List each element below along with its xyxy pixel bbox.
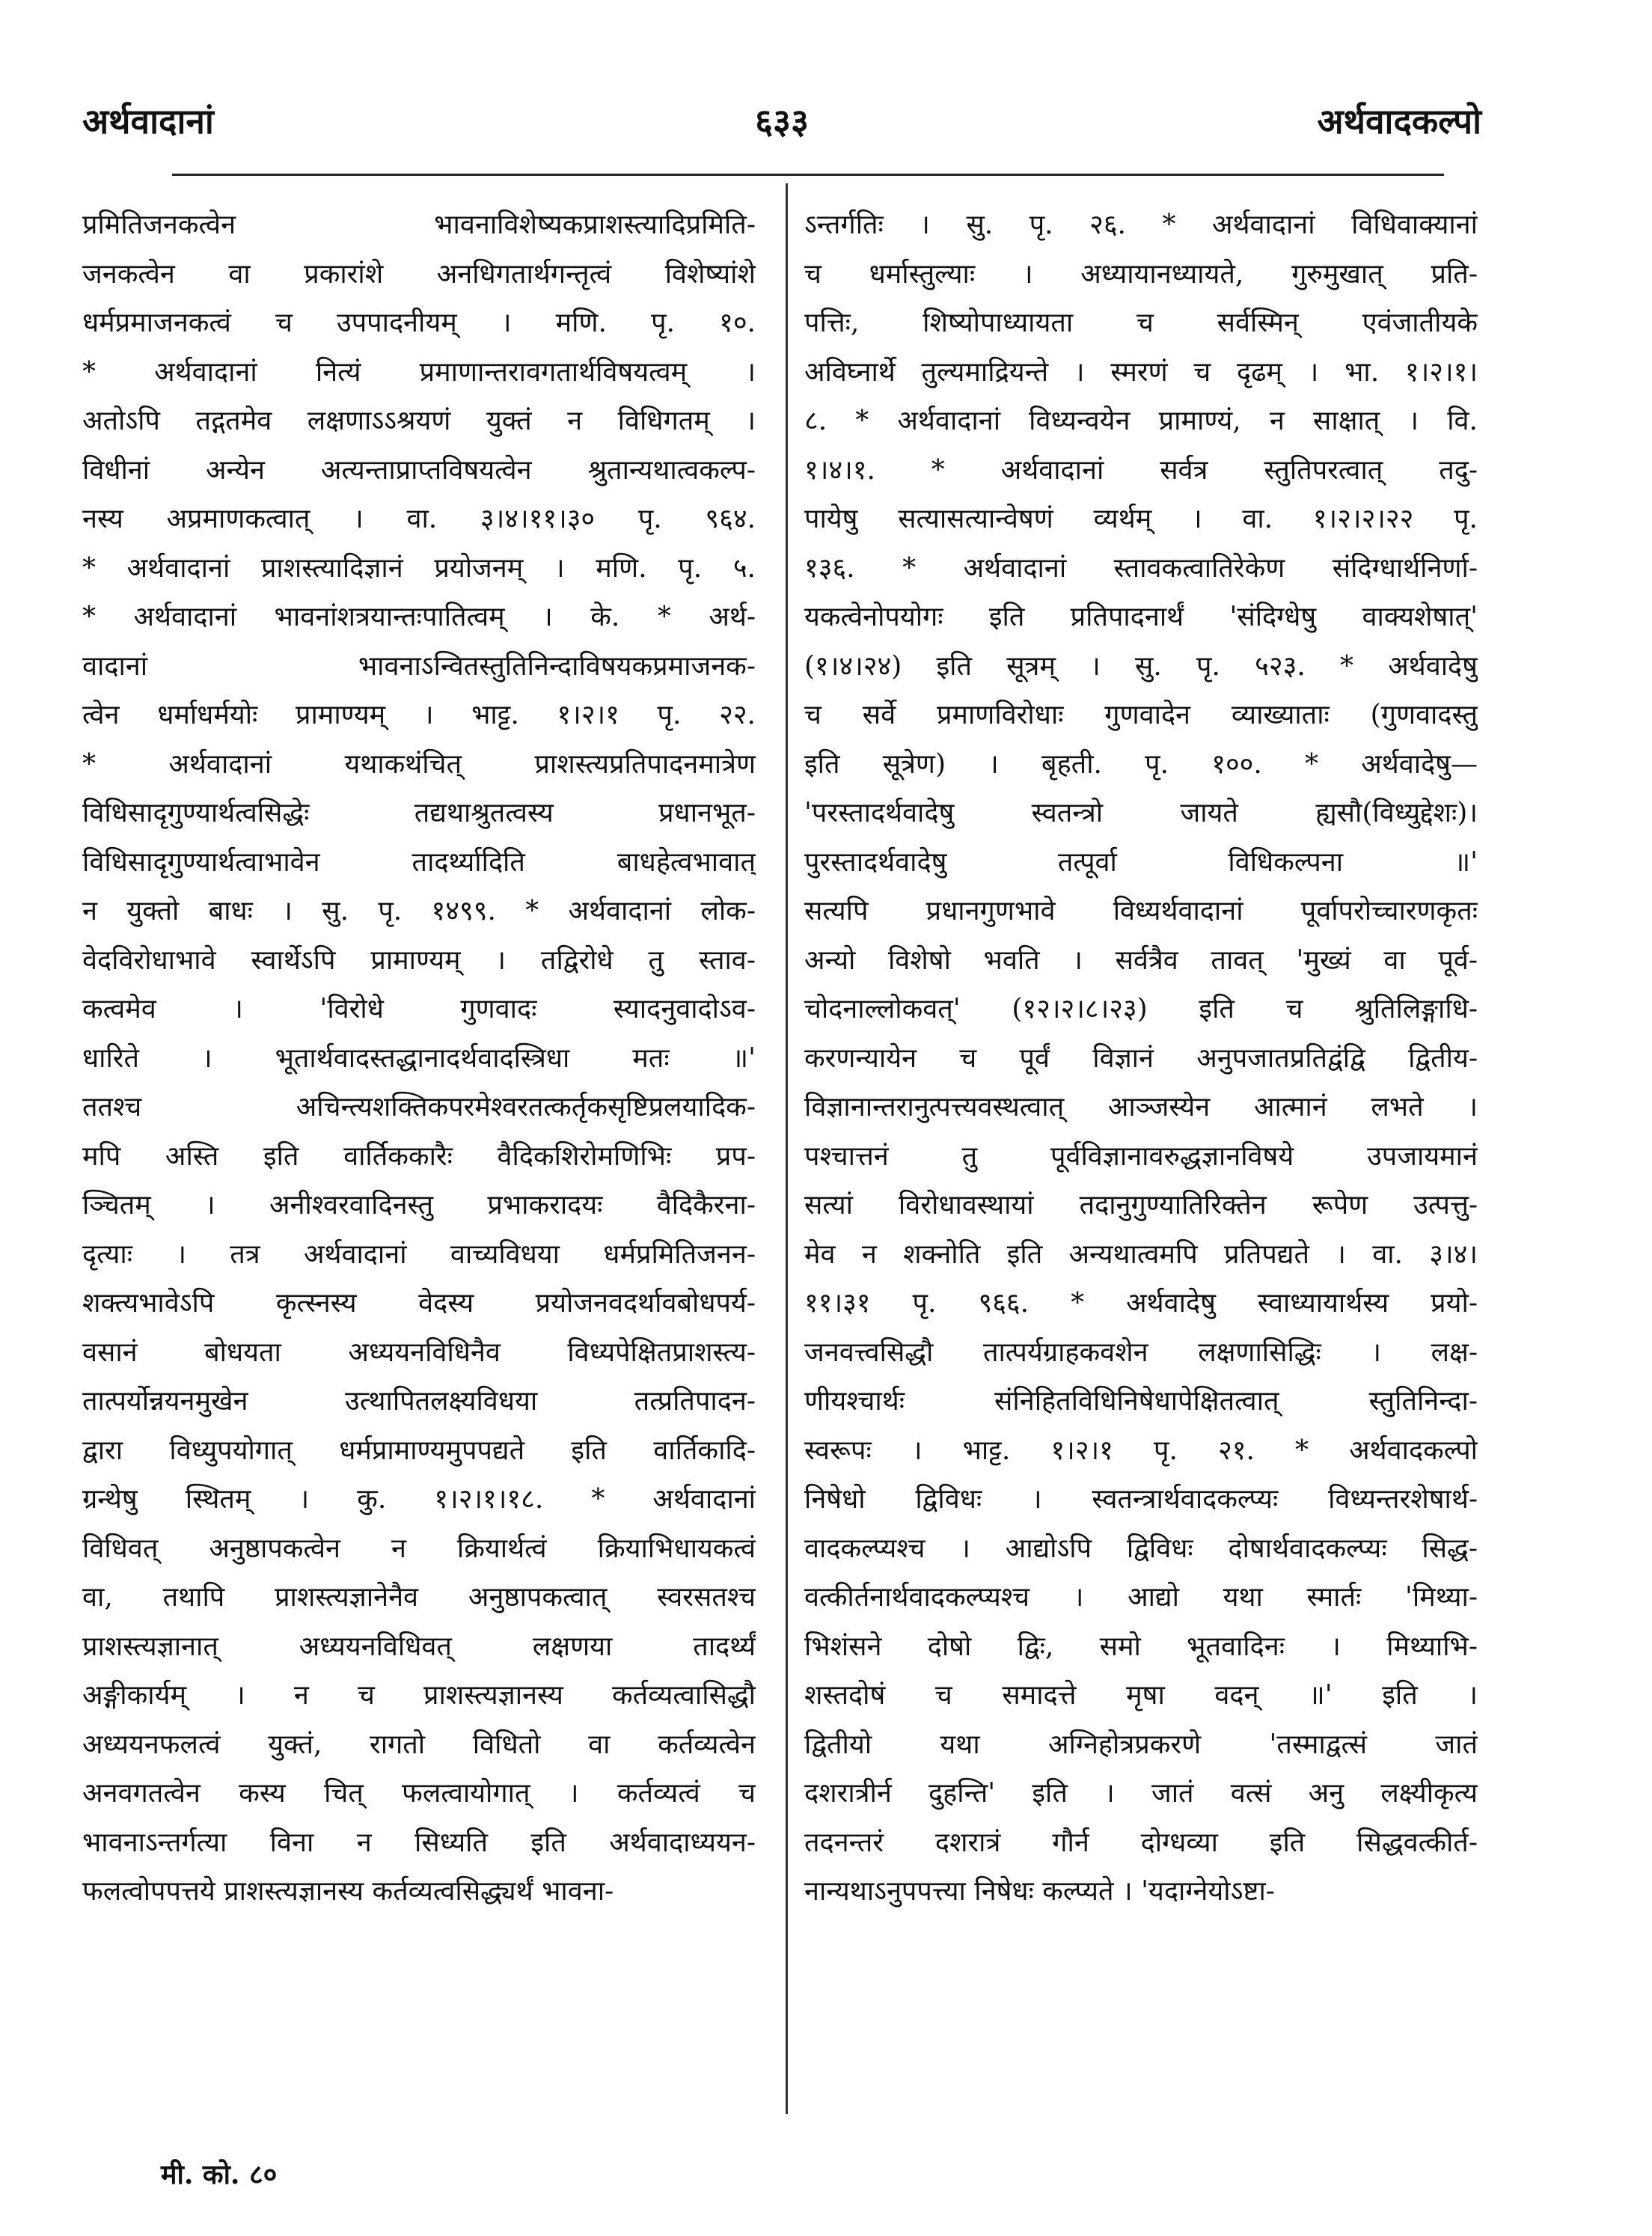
text-line: च धर्मास्तुल्याः । अध्यायानध्यायते, गुरुमुखात् प्रति- <box>804 258 1478 290</box>
text-line: धारिते । भूतार्थवादस्तद्धानादर्थवादस्त्रिधा मतः ॥' <box>82 1042 756 1074</box>
text-line: वादानां भावनाऽन्वितस्तुतिनिन्दाविषयकप्रमाजनक- <box>82 650 756 682</box>
text-line: १३६. * अर्थवादानां स्तावकत्वातिरेकेण संदिग्धार्थनिर्णा- <box>804 552 1478 584</box>
text-line: सत्यपि प्रधानगुणभावे विध्यर्थवादानां पूर्वापरोच्चारणकृतः <box>804 896 1478 926</box>
text-line: जनकत्वेन वा प्रकारांशे अनधिगतार्थगन्तृत्वं विशेष्यांशे <box>82 258 756 290</box>
page-header <box>82 97 1481 157</box>
text-line: स्वरूपः । भाट्ट. १।२।१ पृ. २१. * अर्थवादकल्पो <box>804 1435 1478 1466</box>
text-line: पायेषु सत्यासत्यान्वेषणं व्यर्थम् । वा. १।२।२।२२ पृ. <box>804 504 1478 534</box>
text-line: विधिसादृगुण्यार्थत्वसिद्धेः तद्यथाश्रुतत्वस्य प्रधानभूत- <box>82 798 756 828</box>
text-line: अतोऽपि तद्गतमेव लक्षणाऽऽश्रयणं युक्तं न विधिगतम् । <box>82 406 756 436</box>
running-head-right: अर्थवादकल्पो <box>1317 101 1481 141</box>
text-line: 'परस्तादर्थवादेषु स्वतन्त्रो जायते ह्यसौ(विध्युद्देशः)। <box>804 798 1478 828</box>
text-line: त्वेन धर्माधर्मयोः प्रामाण्यम् । भाट्ट. १।२।१ पृ. २२. <box>82 700 756 730</box>
text-line: विधिसादृगुण्यार्थत्वाभावेन तादर्थ्यादिति बाधहेत्वभावात् <box>82 846 756 878</box>
text-line: ऽन्तर्गतिः । सु. पृ. २६. * अर्थवादानां विधिवाक्यानां <box>804 210 1478 240</box>
page-footer-signature: मी. को. ८० <box>161 2159 278 2190</box>
text-line: मेव न शक्नोति इति अन्यथात्वमपि प्रतिपद्यते । वा. ३।४। <box>804 1238 1478 1270</box>
text-line: भिशंसने दोषो द्विः, समो भूतवादिनः । मिथ्याभि- <box>804 1631 1478 1662</box>
text-line: * अर्थवादानां प्राशस्त्यादिज्ञानं प्रयोजनम् । मणि. पृ. ५. <box>82 552 756 584</box>
text-line: वेदविरोधाभावे स्वार्थेऽपि प्रामाण्यम् । तद्विरोधे तु स्ताव- <box>82 944 756 976</box>
text-line: च सर्वे प्रमाणविरोधाः गुणवादेन व्याख्याताः (गुणवादस्तु <box>804 700 1478 730</box>
text-line: ग्रन्थेषु स्थितम् । कु. १।२।१।१८. * अर्थवादानां <box>82 1484 756 1515</box>
text-line: द्वितीयो यथा अग्निहोत्रप्रकरणे 'तस्माद्वत्सं जातं <box>804 1729 1478 1760</box>
right-column <box>804 201 1478 1916</box>
text-line: (१।४।२४) इति सूत्रम् । सु. पृ. ५२३. * अर्थवादेषु <box>804 650 1478 682</box>
text-line: मपि अस्ति इति वार्तिककारैः वैदिकशिरोमणिभिः प्रप- <box>82 1140 756 1172</box>
page-number: ६३३ <box>755 101 809 141</box>
text-line: ८. * अर्थवादानां विध्यन्वयेन प्रामाण्यं, न साक्षात् । वि. <box>804 406 1478 436</box>
left-column <box>82 201 756 1916</box>
text-line: नान्यथाऽनुपपत्त्या निषेधः कल्प्यते । 'यदाग्नेयोऽष्टा- <box>804 1876 1275 1907</box>
text-line: कत्वमेव । 'विरोधे गुणवादः स्यादनुवादोऽव- <box>82 994 756 1024</box>
text-line: शस्तदोषं च समादत्ते मृषा वदन् ॥' इति । <box>804 1680 1478 1711</box>
text-line: जनवत्त्वसिद्धौ तात्पर्यग्राहकवशेन लक्षणासिद्धिः । लक्ष- <box>804 1337 1478 1368</box>
text-line: अन्यो विशेषो भवति । सर्वत्रैव तावत् 'मुख्यं वा पूर्व- <box>804 944 1478 976</box>
text-line: सत्यां विरोधावस्थायां तदानुगुण्यातिरिक्तेन रूपेण उत्पत्तु- <box>804 1190 1478 1221</box>
text-line: द्वारा विध्युपयोगात् धर्मप्रामाण्यमुपपद्यते इति वार्तिकादि- <box>82 1435 756 1466</box>
text-line: भावनाऽन्तर्गत्या विना न सिध्यति इति अर्थवादाध्ययन- <box>82 1827 756 1858</box>
text-line: करणन्यायेन च पूर्वं विज्ञानं अनुपजातप्रतिद्वंद्वि द्वितीय- <box>804 1042 1478 1074</box>
text-line: पत्तिः, शिष्योपाध्यायता च सर्वस्मिन् एवंजातीयके <box>804 308 1478 338</box>
text-line: शक्त्यभावेऽपि कृत्स्नस्य वेदस्य प्रयोजनवदर्थावबोधपर्य- <box>82 1288 756 1319</box>
text-line: वादकल्प्यश्च । आद्योऽपि द्विविधः दोषार्थवादकल्प्यः सिद्ध- <box>804 1533 1478 1564</box>
running-head-left: अर्थवादानां <box>82 101 214 141</box>
text-line: अध्ययनफलत्वं युक्तं, रागतो विधितो वा कर्तव्यत्वेन <box>82 1729 756 1760</box>
text-line: चोदनाल्लोकवत्' (१२।२।८।२३) इति च श्रुतिलिङ्गाधि- <box>804 994 1478 1024</box>
text-line: १।४।१. * अर्थवादानां सर्वत्र स्तुतिपरत्वात् तदु- <box>804 454 1478 486</box>
text-line: अविघ्नार्थे तुल्यमाद्रियन्ते । स्मरणं च दृढम् । भा. १।२।१। <box>804 356 1478 388</box>
text-line: अङ्गीकार्यम् । न च प्राशस्त्यज्ञानस्य कर्तव्यत्वासिद्धौ <box>82 1680 756 1711</box>
text-line: प्रमितिजनकत्वेन भावनाविशेष्यकप्राशस्त्यादिप्रमिति- <box>82 210 756 240</box>
text-line: इति सूत्रेण) । बृहती. पृ. १००. * अर्थवादेषु— <box>804 748 1478 780</box>
header-rule <box>172 174 1444 176</box>
text-line: धर्मप्रमाजनकत्वं च उपपादनीयम् । मणि. पृ. १०. <box>82 308 756 338</box>
text-line: * अर्थवादानां यथाकथंचित् प्राशस्त्यप्रतिपादनमात्रेण <box>82 748 756 780</box>
text-line: * अर्थवादानां नित्यं प्रमाणान्तरावगतार्थविषयत्वम् । <box>82 356 756 388</box>
text-line: तदनन्तरं दशरात्रं गौर्न दोग्धव्या इति सिद्धवत्कीर्त- <box>804 1827 1478 1858</box>
text-line: न युक्तो बाधः । सु. पृ. १४९९. * अर्थवादानां लोक- <box>82 896 756 926</box>
column-divider <box>786 183 788 2114</box>
text-line: * अर्थवादानां भावनांशत्रयान्तःपातित्वम् । के. * अर्थ- <box>82 602 756 632</box>
text-line: वत्कीर्तनार्थवादकल्प्यश्च । आद्यो यथा स्मार्तः 'मिथ्या- <box>804 1582 1478 1613</box>
text-line: दशरात्रीर्न दुहन्ति' इति । जातं वत्सं अनु लक्ष्यीकृत्य <box>804 1778 1478 1809</box>
text-line: ११।३१ पृ. ९६६. * अर्थवादेषु स्वाध्यायार्थस्य प्रयो- <box>804 1288 1478 1319</box>
text-line: यकत्वेनोपयोगः इति प्रतिपादनार्थं 'संदिग्धेषु वाक्यशेषात्' <box>804 602 1478 632</box>
text-line: ञ्चितम् । अनीश्वरवादिनस्तु प्रभाकरादयः वैदिकैरना- <box>82 1190 756 1221</box>
text-line: फलत्वोपपत्तये प्राशस्त्यज्ञानस्य कर्तव्यत्वसिद्ध्यर्थं भावना- <box>82 1876 614 1907</box>
text-line: नस्य अप्रमाणकत्वात् । वा. ३।४।११।३० पृ. ९६४. <box>82 504 756 534</box>
text-line: पश्चात्तनं तु पूर्वविज्ञानावरुद्धज्ञानविषये उपजायमानं <box>804 1140 1478 1172</box>
text-line: ततश्च अचिन्त्यशक्तिकपरमेश्वरतत्कर्तृकसृष्टिप्रलयादिक- <box>82 1092 756 1122</box>
text-line: वसानं बोधयता अध्ययनविधिनैव विध्यपेक्षितप्राशस्त्य- <box>82 1337 756 1368</box>
text-line: णीयश्चार्थः संनिहितविधिनिषेधापेक्षितत्वात् स्तुतिनिन्दा- <box>804 1386 1478 1417</box>
text-line: पुरस्तादर्थवादेषु तत्पूर्वा विधिकल्पना ॥' <box>804 846 1478 878</box>
text-line: तात्पर्योन्नयनमुखेन उत्थापितलक्ष्यविधया तत्प्रतिपादन- <box>82 1386 756 1417</box>
text-line: अनवगतत्वेन कस्य चित् फलत्वायोगात् । कर्तव्यत्वं च <box>82 1778 756 1809</box>
text-line: विधीनां अन्येन अत्यन्ताप्राप्तविषयत्वेन श्रुतान्यथात्वकल्प- <box>82 454 756 486</box>
text-line: विधिवत् अनुष्ठापकत्वेन न क्रियार्थत्वं क्रियाभिधायकत्वं <box>82 1533 756 1564</box>
text-line: निषेधो द्विविधः । स्वतन्त्रार्थवादकल्प्यः विध्यन्तरशेषार्थ- <box>804 1484 1478 1515</box>
text-line: प्राशस्त्यज्ञानात् अध्ययनविधिवत् लक्षणया तादर्थ्यं <box>82 1631 756 1662</box>
text-line: विज्ञानान्तरानुत्पत्त्यवस्थत्वात् आञ्जस्येन आत्मानं लभते । <box>804 1092 1478 1122</box>
text-line: वा, तथापि प्राशस्त्यज्ञानेनैव अनुष्ठापकत्वात् स्वरसतश्च <box>82 1582 756 1613</box>
text-line: दृत्याः । तत्र अर्थवादानां वाच्यविधया धर्मप्रमितिजनन- <box>82 1238 756 1270</box>
